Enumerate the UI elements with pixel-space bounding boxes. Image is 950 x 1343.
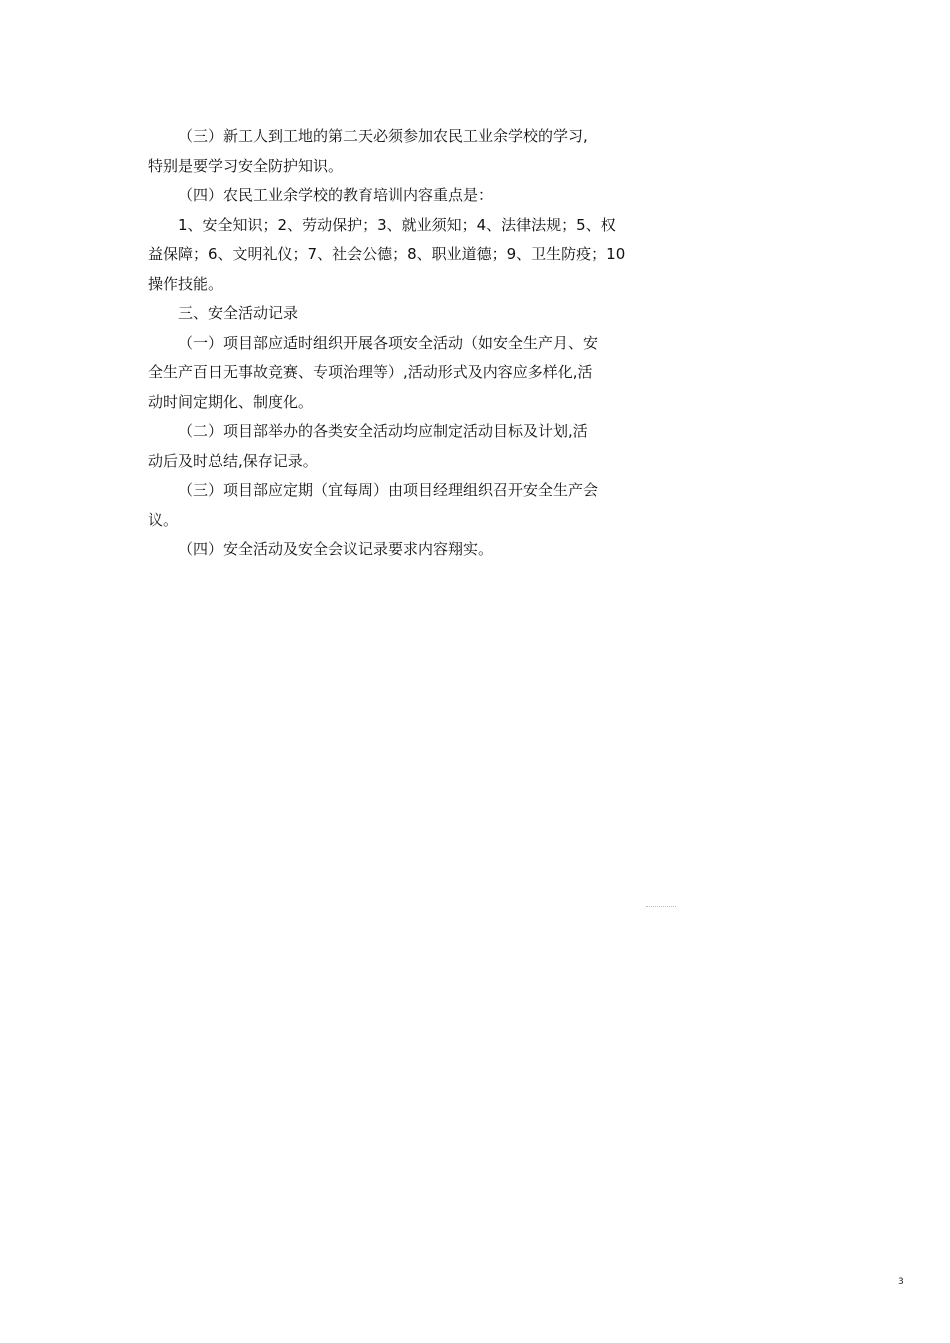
paragraph-line: 议。: [148, 510, 179, 529]
paragraph-line: （一）项目部应适时组织开展各项安全活动（如安全生产月、安: [178, 333, 599, 352]
paragraph-line: 1、安全知识；2、劳动保护；3、就业须知；4、法律法规；5、权: [178, 215, 616, 234]
paragraph-line: （四）安全活动及安全会议记录要求内容翔实。: [178, 540, 494, 558]
paragraph-line: 特别是要学习安全防护知识。: [148, 156, 344, 175]
paragraph-line: 动后及时总结,保存记录。: [148, 451, 318, 470]
paragraph-line: 全生产百日无事故竞赛、专项治理等）,活动形式及内容应多样化,活: [148, 363, 593, 381]
page-number: 3: [898, 1277, 904, 1287]
paragraph-line: 操作技能。: [148, 274, 224, 293]
paragraph-line: 益保障；6、文明礼仪；7、社会公德；8、职业道德；9、卫生防疫；10: [148, 245, 626, 263]
decorative-dotted-line: [646, 906, 676, 907]
paragraph-line: （三）新工人到工地的第二天必须参加农民工业余学校的学习,: [178, 127, 588, 145]
document-body: [148, 122, 648, 565]
paragraph-line: （二）项目部举办的各类安全活动均应制定活动目标及计划,活: [178, 422, 588, 440]
paragraph-line: 动时间定期化、制度化。: [148, 392, 314, 411]
paragraph-line: （四）农民工业余学校的教育培训内容重点是：: [178, 186, 494, 204]
paragraph-line: （三）项目部应定期（宜每周）由项目经理组织召开安全生产会: [178, 481, 599, 499]
section-heading: 三、安全活动记录: [178, 304, 299, 322]
